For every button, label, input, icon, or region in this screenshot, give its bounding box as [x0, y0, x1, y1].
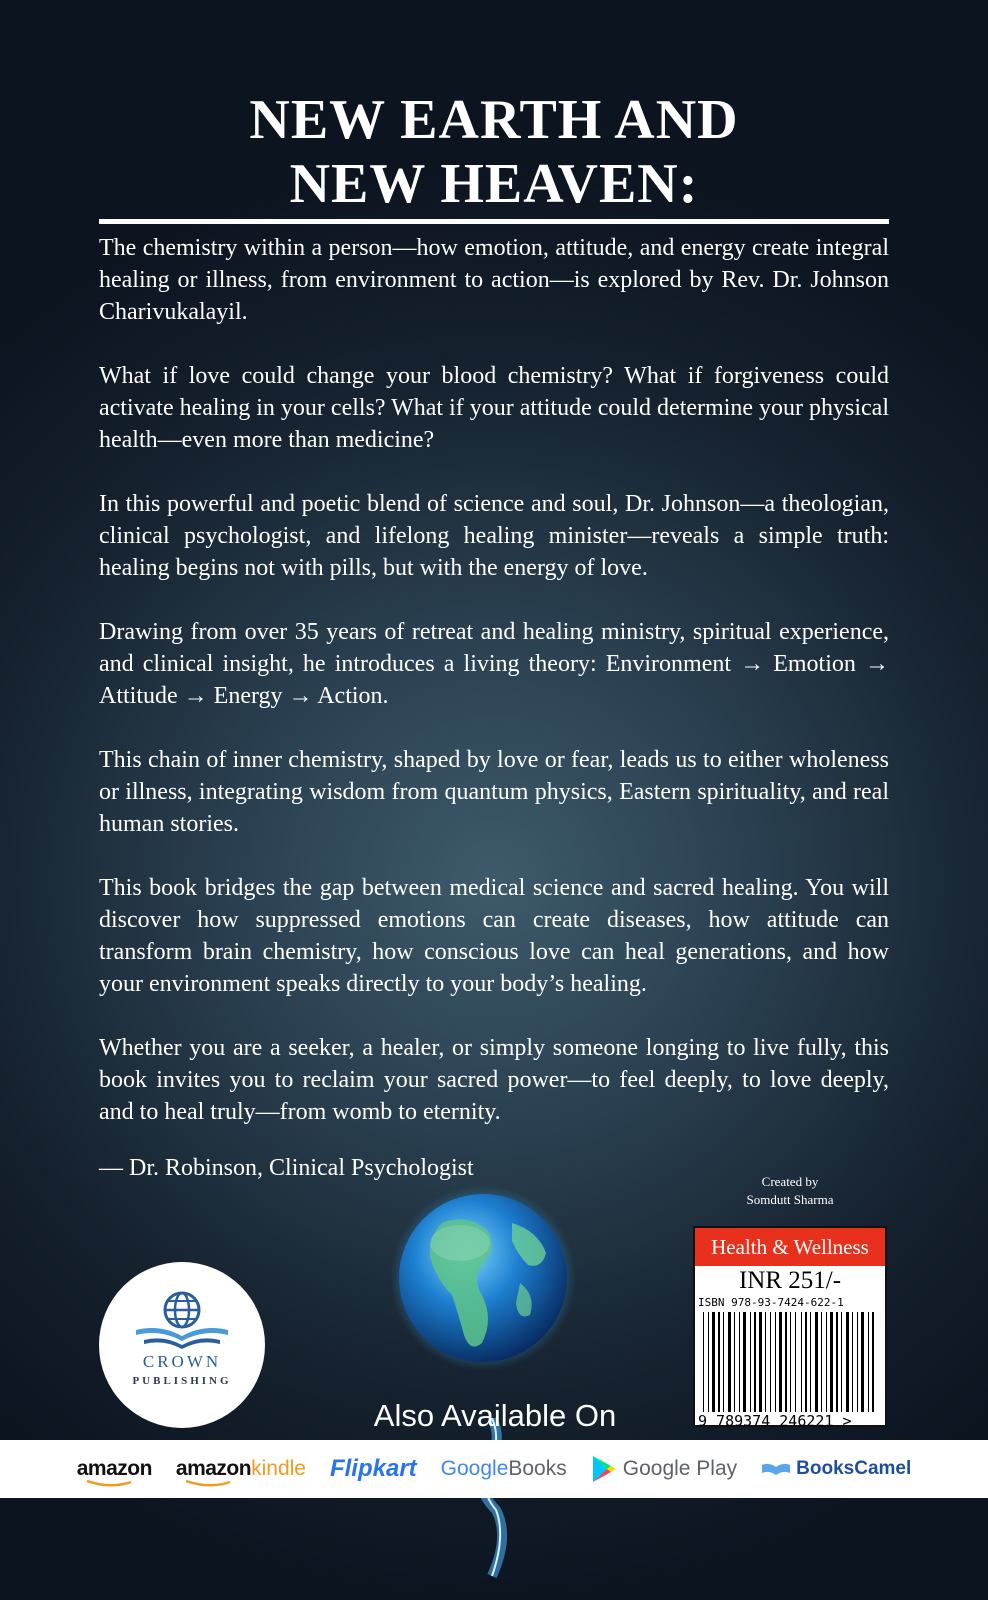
publisher-logo	[99, 1262, 265, 1428]
endorsement-signature: — Dr. Robinson, Clinical Psychologist	[99, 1155, 474, 1181]
amazon-smile-icon	[184, 1480, 234, 1488]
flipkart-logo[interactable]	[330, 1455, 417, 1483]
bookscamel-text: BooksCamel	[796, 1458, 912, 1479]
price-label: INR 251/-	[738, 1267, 842, 1294]
blurb-paragraph: This book bridges the gap between medical science and sacred healing. You will discover how suppressed emotions can create diseases, how attitude can transform brain chemistry, how conscious love can heal generations, and how your environment speaks directly to your body’s healing.	[99, 875, 889, 997]
earth-globe-image	[390, 1183, 576, 1383]
title-line-1: NEW EARTH AND	[249, 89, 739, 151]
blurb-paragraph: Drawing from over 35 years of retreat and healing ministry, spiritual experience, and clinical insight, he introduces a living theory: Environment → Emotion → Attitude → Energy → Action.	[99, 619, 889, 709]
google-play-text: Google Play	[622, 1457, 738, 1480]
blurb-paragraph: Whether you are a seeker, a healer, or simply someone longing to live fully, this book invites you to reclaim your sacred power—to feel deeply, to love deeply, and to heal truly—from womb to eternity.	[99, 1035, 889, 1125]
amazon-logo[interactable]	[77, 1457, 152, 1481]
globe-book-icon	[132, 1290, 232, 1356]
open-book-icon	[761, 1459, 791, 1479]
amazon-kindle-amazon-text: amazon	[175, 1457, 252, 1480]
google-books-books-text: Books	[508, 1457, 567, 1480]
amazon-kindle-kindle-text: kindle	[251, 1457, 306, 1480]
title-divider	[99, 219, 889, 224]
google-books-google-text: Google	[440, 1457, 509, 1480]
blurb-paragraph: What if love could change your blood chemistry? What if forgiveness could activate healing in your cells? What if your attitude could determine your physical health—even more than medicine?	[99, 363, 889, 453]
creator-credit	[690, 1173, 890, 1209]
also-available-heading: Also Available On	[373, 1398, 617, 1433]
publisher-subtitle: PUBLISHING	[132, 1375, 232, 1387]
flipkart-logo-text: Flipkart	[329, 1455, 417, 1482]
book-title	[0, 88, 988, 216]
blurb	[99, 232, 889, 1160]
blurb-paragraph: In this powerful and poetic blend of science and soul, Dr. Johnson—a theologian, clinical psychologist, and lifelong healing minister—reveals a simple truth: healing begins not with pills, but with the energy of love.	[99, 491, 889, 581]
publisher-name: CROWN	[142, 1352, 222, 1371]
creator-name: Somdutt Sharma	[746, 1192, 834, 1207]
amazon-kindle-logo[interactable]	[176, 1457, 306, 1481]
isbn-text: ISBN 978-93-7424-622-1	[698, 1296, 844, 1309]
creator-label: Created by	[761, 1174, 819, 1189]
barcode-number: 9 789374 246221 >	[698, 1412, 852, 1430]
price-barcode-box	[693, 1226, 887, 1430]
barcode-icon	[701, 1312, 879, 1412]
store-logos-bar	[0, 1440, 988, 1498]
bookscamel-logo[interactable]	[761, 1458, 911, 1480]
amazon-smile-icon	[85, 1480, 135, 1488]
amazon-logo-text: amazon	[76, 1457, 152, 1480]
title-line-2: NEW HEAVEN:	[289, 153, 699, 215]
blurb-paragraph: The chemistry within a person—how emotion, attitude, and energy create integral healing or illness, from environment to action—is explored by Rev. Dr. Johnson Charivukalayil.	[99, 235, 889, 325]
google-play-icon	[591, 1455, 617, 1483]
blurb-paragraph: This chain of inner chemistry, shaped by love or fear, leads us to either wholeness or illness, integrating wisdom from quantum physics, Eastern spirituality, and real human stories.	[99, 747, 889, 837]
category-label: Health & Wellness	[695, 1228, 885, 1266]
google-play-logo[interactable]	[591, 1455, 737, 1483]
google-books-logo[interactable]	[441, 1457, 567, 1481]
